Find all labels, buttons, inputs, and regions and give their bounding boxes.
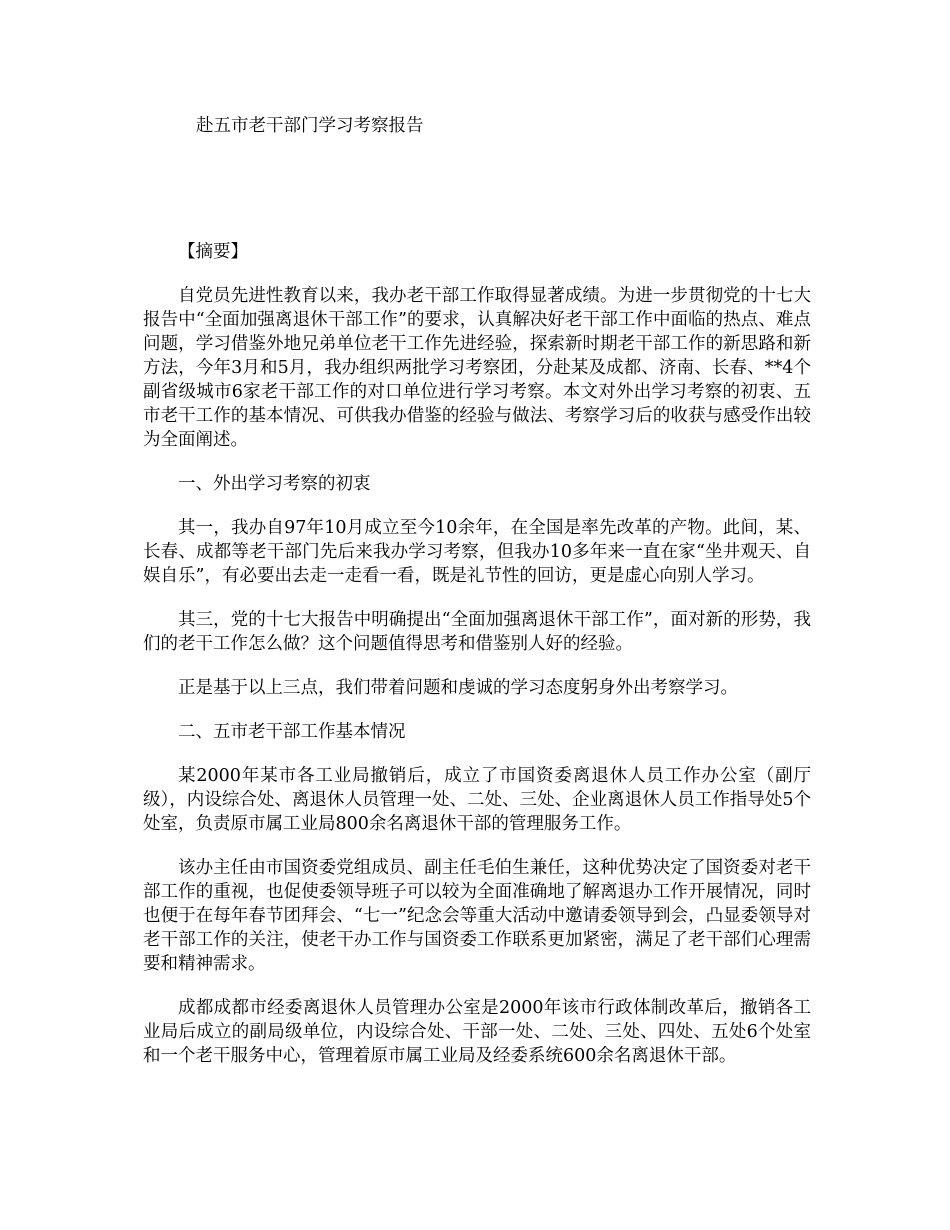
paragraph-reason-3: 其三，党的十七大报告中明确提出“全面加强离退休干部工作”，面对新的形势，我们的老干工作怎么做？这个问题值得思考和借鉴别人好的经验。 [143, 610, 811, 654]
document-title: 赴五市老干部门学习考察报告 [196, 116, 424, 136]
abstract-label: 【摘要】 [178, 242, 248, 262]
section-heading-1: 一、外出学习考察的初衷 [178, 474, 371, 494]
paragraph-summary: 正是基于以上三点，我们带着问题和虔诚的学习态度躬身外出考察学习。 [178, 678, 738, 698]
paragraph-city-1-detail: 该办主任由市国资委党组成员、副主任毛伯生兼任，这种优势决定了国资委对老干部工作的重视，也促使委领导班子可以较为全面准确地了解离退办工作开展情况，同时也便于在每年春节团拜会、“七一”纪念会等重大活动中邀请委领导到会，凸显委领导对老干部工作的关注，使老干办工作与国资委工作联系更加紧密，满足了老干部们心理需要和精神需求。 [143, 858, 811, 974]
section-heading-2: 二、五市老干部工作基本情况 [178, 722, 406, 742]
paragraph-chengdu: 成都成都市经委离退休人员管理办公室是2000年该市行政体制改革后，撤销各工业局后成立的副局级单位，内设综合处、干部一处、二处、三处、四处、五处6个处室和一个老干服务中心，管理着原市属工业局及经委系统600余名离退休干部。 [143, 998, 811, 1066]
paragraph-reason-1: 其一，我办自97年10月成立至今10余年，在全国是率先改革的产物。此间，某、长春、成都等老干部门先后来我办学习考察，但我办10多年来一直在家“坐井观天、自娱自乐”，有必要出去走一走看一看，既是礼节性的回访，更是虚心向别人学习。 [143, 518, 811, 586]
document-body [143, 240, 811, 1088]
paragraph-city-1: 某2000年某市各工业局撤销后，成立了市国资委离退休人员工作办公室（副厅级），内设综合处、离退休人员管理一处、二处、三处、企业离退休人员工作指导处5个处室，负责原市属工业局800余名离退休干部的管理服务工作。 [143, 766, 811, 834]
abstract-paragraph: 自党员先进性教育以来，我办老干部工作取得显著成绩。为进一步贯彻党的十七大报告中“全面加强离退休干部工作”的要求，认真解决好老干部工作中面临的热点、难点问题，学习借鉴外地兄弟单位老干工作先进经验，探索新时期老干部工作的新思路和新方法，今年3月和5月，我办组织两批学习考察团，分赴某及成都、济南、长春、**4个副省级城市6家老干部工作的对口单位进行学习考察。本文对外出学习考察的初衷、五市老干工作的基本情况、可供我办借鉴的经验与做法、考察学习后的收获与感受作出较为全面阐述。 [143, 286, 811, 450]
